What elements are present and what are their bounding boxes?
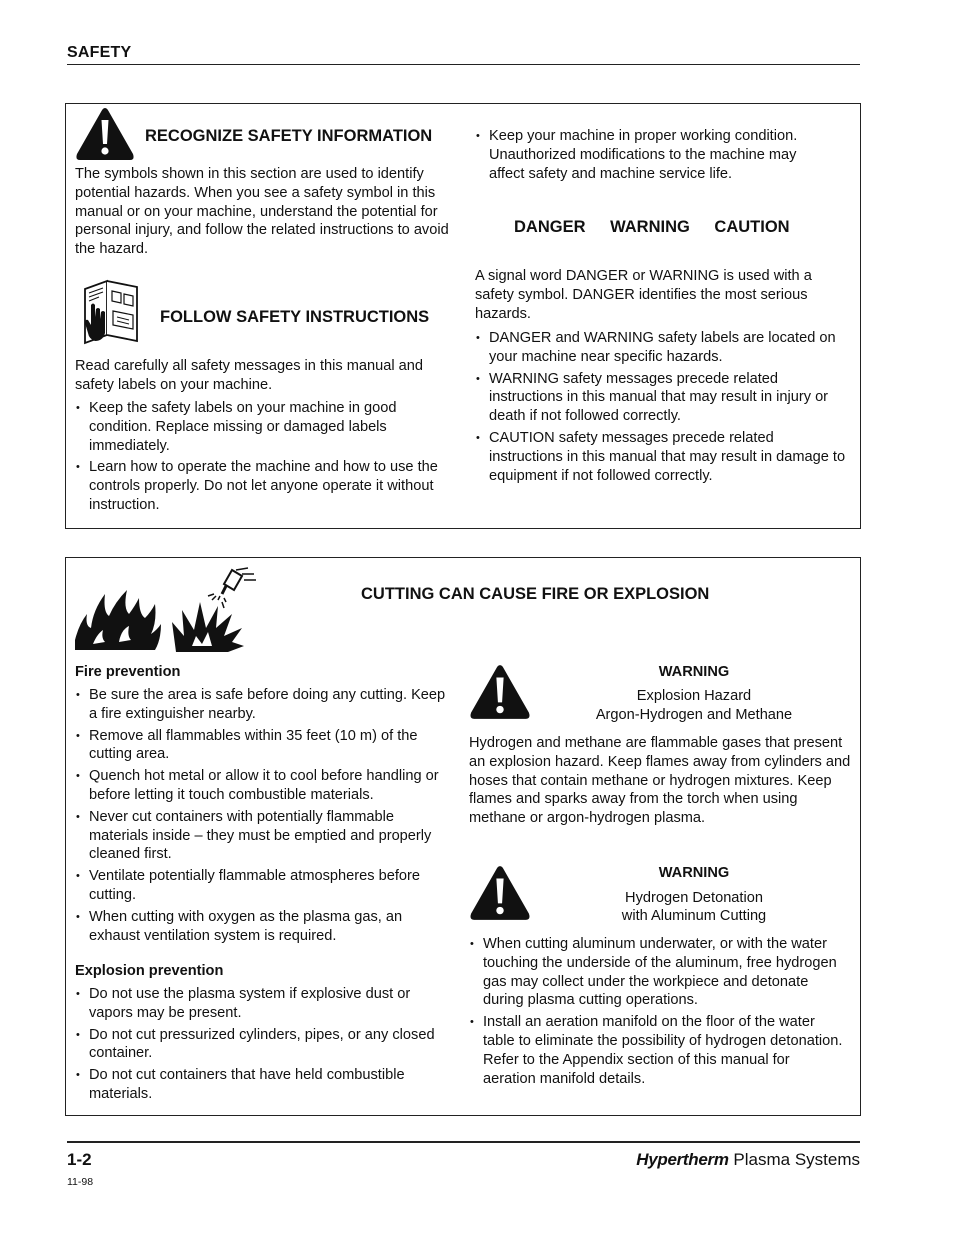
list-item: • Do not cut pressurized cylinders, pipes, or any closed container. [75, 1026, 447, 1064]
warning1-label: WARNING [658, 664, 730, 680]
section-header: SAFETY [67, 44, 132, 61]
top-right-bullet [475, 127, 835, 186]
brand-logo: Hypertherm [636, 1150, 729, 1169]
manual-hand-icon [77, 279, 147, 350]
list-item: • Ventilate potentially flammable atmospheres before cutting. [75, 867, 453, 905]
recognize-text: The symbols shown in this section are used to identify potential hazards. When you see a safety symbol in this manual or on your machine, understand the potential for personal injury, and follow the related instructions to avoid the hazard. [75, 166, 449, 258]
list-item: • When cutting aluminum underwater, or with the water touching the underside of the aluminum, free hydrogen gas may collect under the workpiece and detonate during plasma cutting operations. [469, 935, 843, 1010]
explosion-prevention-heading: Explosion prevention [75, 963, 224, 979]
header-rule [67, 64, 860, 65]
warning1-line2: Argon-Hydrogen and Methane [595, 707, 793, 723]
warning-triangle-icon [468, 663, 532, 726]
list-item: • DANGER and WARNING safety labels are located on your machine near specific hazards. [475, 329, 847, 367]
list-item: • Install an aeration manifold on the floor of the water table to eliminate the possibility of hydrogen detonation. Refer to the Appendix section of this manual for aeration manifold details. [469, 1013, 843, 1088]
list-item: • WARNING safety messages precede related instructions in this manual that may result in injury or death if not followed correctly. [475, 370, 847, 426]
list-item: • Keep the safety labels on your machine in good condition. Replace missing or damaged labels immediately. [75, 399, 451, 455]
warning2-line2: with Aluminum Cutting [621, 908, 767, 924]
explosion-torch-icon [170, 566, 260, 661]
list-item: • Quench hot metal or allow it to cool before handling or before letting it touch combustible materials. [75, 767, 453, 805]
footer-rule [67, 1141, 860, 1143]
list-item: • Learn how to operate the machine and how to use the controls properly. Do not let anyone operate it without instruction. [75, 458, 451, 514]
list-item: • CAUTION safety messages precede related instructions in this manual that may result in damage to equipment if not followed correctly. [475, 429, 847, 485]
signal-word-text: A signal word DANGER or WARNING is used with a safety symbol. DANGER identifies the most serious hazards. [475, 268, 812, 322]
recognize-title: RECOGNIZE SAFETY INFORMATION [145, 127, 433, 145]
warning-triangle-icon [468, 864, 532, 927]
warning2-bullets [469, 935, 843, 1091]
follow-text: Read carefully all safety messages in this manual and safety labels on your machine. [75, 358, 423, 393]
list-item: • When cutting with oxygen as the plasma gas, an exhaust ventilation system is required. [75, 908, 453, 946]
warning2-label: WARNING [658, 865, 730, 881]
signal-word-bullets [475, 329, 847, 488]
list-item: • Do not use the plasma system if explosive dust or vapors may be present. [75, 985, 447, 1023]
warning1-text: Hydrogen and methane are flammable gases that present an explosion hazard. Keep flames away from cylinders and hoses that contain methane or hydrogen mixtures. Keep flames and sparks away from the torch when using methane or argon-hydrogen plasma. [469, 735, 851, 827]
list-item: • Remove all flammables within 35 feet (10 m) of the cutting area. [75, 727, 453, 765]
explosion-prevention-bullets [75, 985, 447, 1107]
list-item: • Keep your machine in proper working condition. Unauthorized modifications to the machine may affect safety and machine service life. [475, 127, 835, 183]
warning-triangle-icon [74, 106, 136, 167]
warning2-line1: Hydrogen Detonation [625, 890, 763, 906]
brand-footer [636, 1150, 860, 1170]
list-item: • Never cut containers with potentially flammable materials inside – they must be emptied and properly cleaned first. [75, 808, 453, 864]
fire-title: CUTTING CAN CAUSE FIRE OR EXPLOSION [361, 585, 710, 603]
list-item: • Do not cut containers that have held combustible materials. [75, 1066, 447, 1104]
brand-suffix: Plasma Systems [733, 1150, 860, 1169]
fire-icon [75, 584, 163, 657]
revision-date: 11-98 [67, 1176, 94, 1188]
list-item: • Be sure the area is safe before doing any cutting. Keep a fire extinguisher nearby. [75, 686, 453, 724]
follow-title: FOLLOW SAFETY INSTRUCTIONS [160, 308, 430, 326]
signal-words: DANGER WARNING CAUTION [514, 218, 790, 236]
follow-bullets [75, 399, 451, 518]
fire-prevention-heading: Fire prevention [75, 664, 181, 680]
warning1-line1: Explosion Hazard [636, 688, 752, 704]
page-number: 1-2 [67, 1150, 92, 1169]
fire-prevention-bullets [75, 686, 453, 948]
